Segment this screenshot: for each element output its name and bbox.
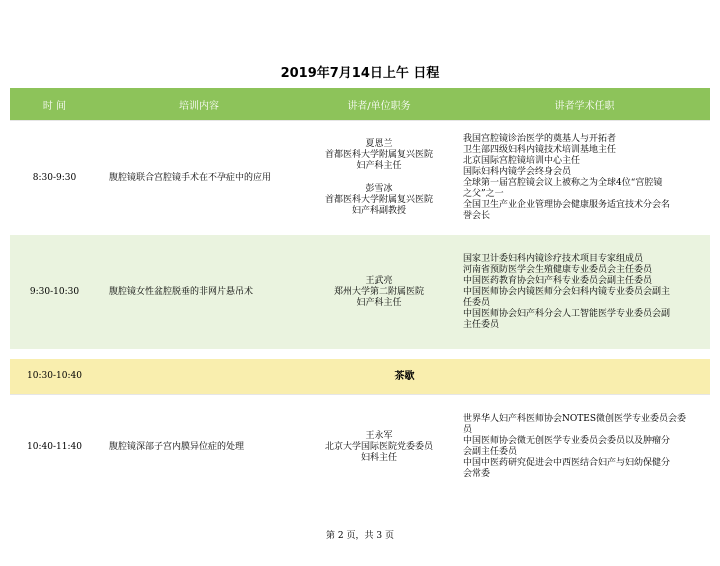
schedule-table	[10, 88, 710, 499]
table-row	[10, 120, 710, 235]
speaker	[325, 431, 433, 464]
title-line: 全球第一届宫腔镜会议上被称之为全球4位“宫腔镜	[463, 178, 663, 188]
title-line: 任委员	[463, 297, 491, 308]
page-title: 2019年7月14日上午 日程	[280, 66, 440, 81]
session-content: 腹腔镜联合宫腔镜手术在不孕症中的应用	[109, 172, 272, 183]
title-line: 全国卫生产业企业管理协会健康服务适宜技术分会名	[463, 200, 671, 210]
speaker-name: 王武亮	[365, 275, 393, 286]
title-line: 会常委	[463, 469, 491, 479]
header-time: 时 间	[42, 100, 67, 112]
header-academic-titles: 讲者学术任职	[554, 100, 615, 112]
table-row	[10, 394, 710, 499]
speaker-name: 夏恩兰	[365, 139, 393, 149]
title-line: 中国医师协会妇产科分会人工智能医学专业委员会副	[463, 308, 671, 319]
speaker	[334, 276, 424, 309]
break-label: 茶歇	[394, 371, 415, 382]
speaker-cell	[299, 121, 459, 235]
academic-titles	[459, 235, 710, 349]
speaker-affiliation: 首都医科大学附属复兴医院	[324, 150, 433, 160]
academic-titles	[459, 395, 710, 499]
speaker	[325, 184, 433, 217]
title-line: 誉会长	[463, 211, 491, 221]
header-content: 培训内容	[179, 100, 219, 112]
session-time: 8:30-9:30	[32, 172, 77, 183]
title-line: 河南省预防医学会生殖健康专业委员会主任委员	[463, 264, 653, 275]
title-line: 中国医师协会内镜医师分会妇科内镜专业委员会副主	[463, 286, 671, 297]
speaker-position: 妇产科主任	[356, 297, 402, 308]
title-line: 世界华人妇产科医师协会NOTES微创医学专业委员会委	[463, 414, 686, 424]
session-time: 10:40-11:40	[27, 441, 82, 452]
speaker-affiliation: 北京大学国际医院党委委员	[324, 441, 433, 452]
speaker-position: 妇产科副教授	[351, 206, 406, 216]
title-line: 主任委员	[463, 319, 500, 330]
header-speaker: 讲者/单位职务	[347, 100, 411, 112]
break-row	[10, 359, 710, 394]
speaker	[325, 139, 433, 172]
title-line: 中国医师协会微无创医学专业委员会委员以及肿瘤分	[463, 436, 671, 446]
speaker-position: 妇科主任	[360, 452, 397, 463]
page-footer: 第 2 页，共 3 页	[326, 531, 394, 541]
speaker-name: 彭雪冰	[365, 184, 393, 194]
speaker-position: 妇产科主任	[356, 161, 402, 171]
title-line: 我国宫腔镜诊治医学的奠基人与开拓者	[463, 134, 617, 144]
speaker-cell	[299, 395, 459, 499]
session-time: 9:30-10:30	[29, 286, 80, 297]
speaker-name: 王永军	[365, 430, 393, 441]
title-line: 之父”之一	[463, 189, 504, 199]
title-line: 中国医药教育协会妇产科专业委员会副主任委员	[463, 275, 653, 286]
title-line: 卫生部四级妇科内镜技术培训基地主任	[463, 145, 617, 155]
table-header	[10, 88, 710, 120]
speaker-affiliation: 首都医科大学附属复兴医院	[324, 195, 433, 205]
title-line: 国际妇科内镜学会终身会员	[463, 167, 572, 177]
title-line: 员	[463, 425, 473, 435]
title-line: 会副主任委员	[463, 447, 518, 457]
academic-titles	[459, 121, 710, 235]
speaker-affiliation: 郑州大学第二附属医院	[333, 286, 424, 297]
speaker-cell	[299, 235, 459, 349]
title-line: 国家卫计委妇科内镜诊疗技术项目专家组成员	[463, 253, 644, 264]
session-content: 腹腔镜深部子宫内膜异位症的处理	[109, 441, 245, 452]
break-time: 10:30-10:40	[27, 371, 82, 381]
table-row	[10, 235, 710, 349]
title-line: 中国中医药研究促进会中西医结合妇产与妇幼保健分	[463, 458, 671, 468]
title-line: 北京国际宫腔镜培训中心主任	[463, 156, 581, 166]
session-content: 腹腔镜女性盆腔脱垂的非网片悬吊术	[109, 286, 254, 297]
